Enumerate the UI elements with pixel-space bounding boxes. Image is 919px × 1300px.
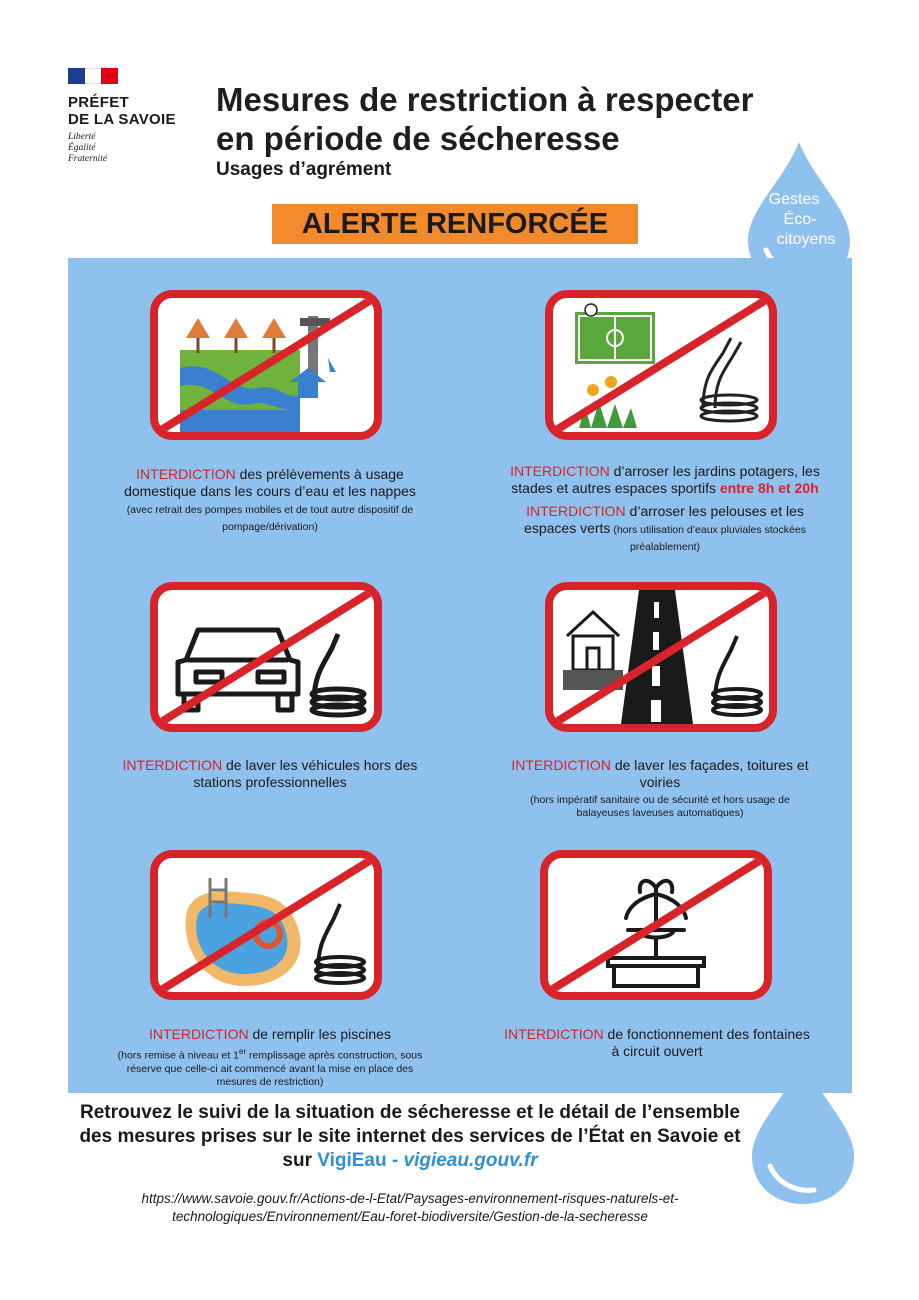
restriction-text-vehicle-washing: INTERDICTION de laver les véhicules hors des stations professionnelles — [122, 757, 418, 790]
eco-badge-line-2: Éco- — [783, 211, 817, 228]
republic-motto: Liberté Égalité Fraternité — [68, 132, 108, 164]
prefecture-url-link[interactable]: https://www.savoie.gouv.fr/Actions-de-l-Etat/Paysages-environnement-risques-naturels-et-technologiques/Environnement/Eau-foret-biodiversite/Gestion-de-la-secheresse — [141, 1191, 679, 1224]
restriction-text-facade-washing: INTERDICTION de laver les façades, toitures et voiries (hors impératif sanitaire ou de sécurité et hors usage de balayeuses laveuses automatiques) — [511, 757, 809, 819]
eco-badge-line-1: Gestes — [768, 191, 820, 208]
page-subtitle: Usages d’agrément — [216, 159, 392, 180]
restriction-text-garden-watering: INTERDICTION d’arroser les jardins potagers, les stades et autres espaces sportifs entre 8h et 20h INTERDICTION d’arroser les pelouses et les espaces verts (hors utilisation d’eaux pluviales stockées préalablement) — [510, 463, 820, 553]
restriction-card-garden-watering — [545, 290, 777, 440]
prefecture-logo — [68, 68, 208, 165]
restriction-card-pool-filling — [150, 850, 382, 1000]
eco-badge-line-3: citoyens — [776, 231, 836, 248]
footer-info-text: Retrouvez le suivi de la situation de sécheresse et le détail de l’ensemble des mesures prises sur le site internet des services de l’État en Savoie et sur VigiEau - vigieau.gouv.fr — [79, 1102, 741, 1171]
restriction-text-fountains: INTERDICTION de fonctionnement des fontaines à circuit ouvert — [504, 1026, 810, 1059]
restriction-card-vehicle-washing — [150, 582, 382, 732]
prohibition-slash-icon — [553, 590, 769, 724]
prohibition-slash-icon — [158, 858, 374, 992]
restriction-card-water-withdrawal — [150, 290, 382, 440]
restriction-text-water-withdrawal: INTERDICTION des prélèvements à usage domestique dans les cours d’eau et les nappes (avec retrait des pompes mobiles et de tout autre dispositif de pompage/dérivation) — [124, 466, 416, 533]
prohibition-slash-icon — [158, 298, 374, 432]
prohibition-slash-icon — [553, 298, 769, 432]
prefecture-name: PRÉFET DE LA SAVOIE — [68, 94, 176, 128]
restriction-card-facade-washing — [545, 582, 777, 732]
water-drop-icon — [748, 1056, 858, 1206]
vigieau-url-link[interactable]: vigieau.gouv.fr — [403, 1150, 538, 1171]
vigieau-link[interactable]: VigiEau — [317, 1150, 387, 1171]
restriction-text-pool-filling: INTERDICTION de remplir les piscines (hors remise à niveau et 1er remplissage après construction, sous réserve que celle-ci ait commencé avant la mise en place des mesures de restriction) — [117, 1026, 423, 1088]
marianne-flag-icon — [68, 68, 118, 84]
prohibition-slash-icon — [548, 858, 764, 992]
alert-level-banner: ALERTE RENFORCÉE — [272, 204, 638, 244]
prohibition-slash-icon — [158, 590, 374, 724]
page-title: Mesures de restriction à respecter en période de sécheresse — [216, 81, 754, 157]
restriction-card-fountains — [540, 850, 772, 1000]
